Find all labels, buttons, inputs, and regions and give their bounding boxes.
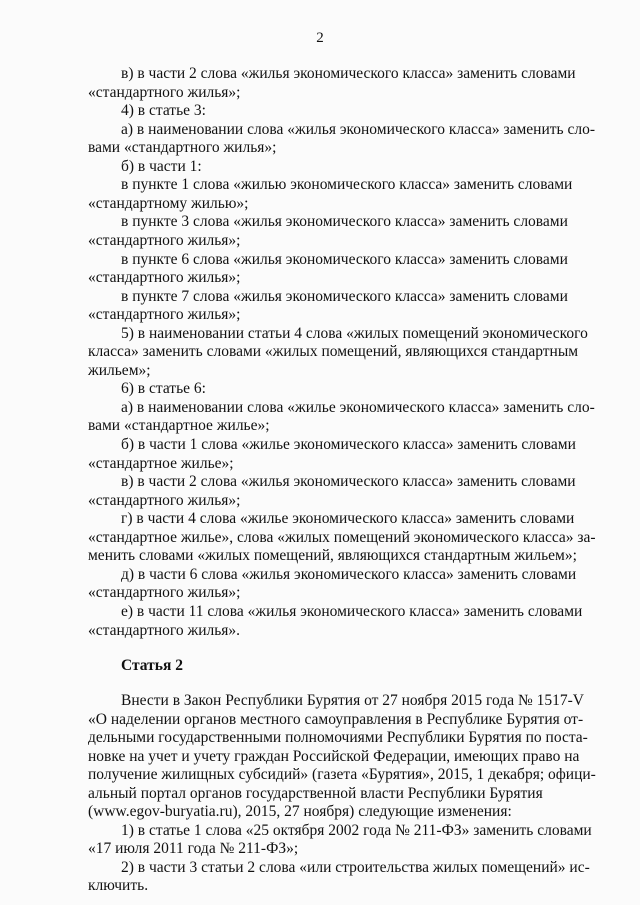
text-line: в) в части 2 слова «жилья экономического класса» заменить словами (121, 473, 576, 490)
text-line: 2) в части 3 статьи 2 слова «или строительства жилых помещений» ис- (121, 859, 590, 876)
text-line: «стандартного жилья»; (88, 232, 241, 249)
text-line: новке на учет и учету граждан Российской Федерации, имеющих право на (88, 748, 580, 765)
text-line: «стандартному жилью»; (88, 195, 249, 212)
text-line: «стандартного жилья»; (88, 84, 241, 101)
text-line: г) в части 4 слова «жилье экономического класса» заменить словами (121, 510, 575, 527)
text-line: «стандартного жилья»; (88, 584, 241, 601)
text-line: «стандартного жилья»; (88, 492, 241, 509)
text-line: д) в части 6 слова «жилья экономического класса» заменить словами (121, 566, 577, 583)
page-number: 2 (316, 30, 324, 46)
text-line: 5) в наименовании статьи 4 слова «жилых помещений экономического (121, 325, 588, 342)
text-line: вами «стандартного жилья»; (88, 139, 277, 156)
text-line: б) в части 1 слова «жилье экономического класса» заменить словами (121, 436, 576, 453)
text-line: «стандартное жилье»; (88, 455, 234, 472)
text-line: 1) в статье 1 слова «25 октября 2002 года № 211-ФЗ» заменить словами (121, 822, 592, 839)
text-line: дельными государственными полномочиями Республики Бурятия по поста- (88, 729, 588, 746)
text-line: в) в части 2 слова «жилья экономического класса» заменить словами (121, 65, 576, 82)
text-line: класса» заменить словами «жилых помещений, являющихся стандартным (88, 343, 579, 360)
text-line: в пункте 6 слова «жилья экономического класса» заменить словами (121, 251, 568, 268)
text-line: альный портал органов государственной власти Республики Бурятия (88, 785, 543, 802)
text-line: 6) в статье 6: (121, 380, 206, 397)
text-line: в пункте 7 слова «жилья экономического класса» заменить словами (121, 288, 568, 305)
text-line: в пункте 3 слова «жилья экономического класса» заменить словами (121, 213, 568, 230)
text-line: «17 июля 2011 года № 211-ФЗ»; (88, 840, 299, 857)
text-line: вами «стандартное жилье»; (88, 417, 270, 434)
text-line: Внести в Закон Республики Бурятия от 27 ноября 2015 года № 1517-V (121, 692, 584, 709)
text-line: а) в наименовании слова «жилья экономического класса» заменить сло- (121, 121, 596, 138)
text-line: е) в части 11 слова «жилья экономического класса» заменить словами (121, 603, 583, 620)
text-line: б) в части 1: (121, 158, 202, 175)
text-line: «О наделении органов местного самоуправления в Республике Бурятия от- (88, 711, 584, 728)
text-line: «стандартного жилья». (88, 622, 241, 639)
text-line: менить словами «жилых помещений, являющихся стандартным жильем»; (88, 547, 577, 564)
text-line: жильем»; (88, 362, 151, 379)
article-heading: Статья 2 (121, 657, 183, 674)
text-line: «стандартное жилье», слова «жилых помещений экономического класса» за- (88, 529, 596, 546)
text-line: в пункте 1 слова «жилью экономического класса» заменить словами (121, 176, 573, 193)
text-line: «стандартного жилья»; (88, 306, 241, 323)
text-line: получение жилищных субсидий» (газета «Бурятия», 2015, 1 декабря; офици- (88, 766, 596, 783)
text-line: а) в наименовании слова «жилье экономического класса» заменить сло- (121, 399, 595, 416)
text-line: (www.egov-buryatia.ru), 2015, 27 ноября) следующие изменения: (88, 803, 512, 820)
text-line: «стандартного жилья»; (88, 269, 241, 286)
text-line: 4) в статье 3: (121, 102, 206, 119)
text-line: ключить. (88, 877, 149, 894)
